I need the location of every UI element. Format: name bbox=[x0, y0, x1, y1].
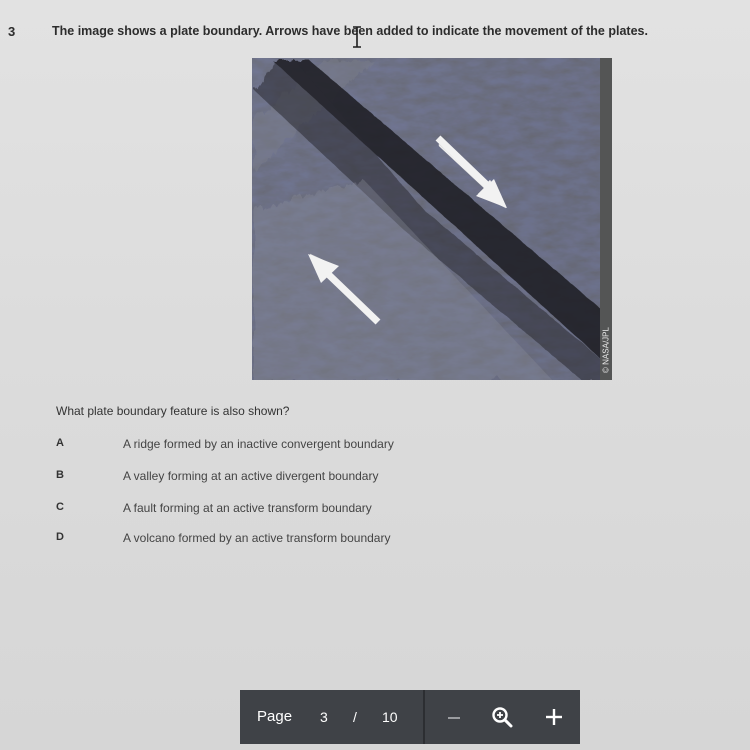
page-label: Page bbox=[257, 708, 293, 725]
zoom-button[interactable] bbox=[480, 690, 524, 744]
total-pages: 10 bbox=[382, 709, 398, 725]
zoom-in-button[interactable] bbox=[532, 690, 576, 744]
option-letter: C bbox=[56, 501, 64, 513]
option-letter: D bbox=[56, 531, 64, 543]
plus-icon bbox=[544, 707, 564, 727]
zoom-out-button[interactable] bbox=[432, 690, 476, 744]
minus-icon bbox=[446, 709, 462, 725]
option-b[interactable] bbox=[56, 469, 576, 489]
option-text: A fault forming at an active transform boundary bbox=[123, 501, 372, 515]
plate-boundary-image bbox=[252, 58, 600, 380]
option-c[interactable] bbox=[56, 501, 576, 521]
question-number: 3 bbox=[8, 24, 16, 39]
option-text: A volcano formed by an active transform boundary bbox=[123, 531, 391, 545]
option-text: A ridge formed by an inactive convergent boundary bbox=[123, 437, 394, 451]
option-d[interactable] bbox=[56, 531, 576, 551]
question-prompt: What plate boundary feature is also shown? bbox=[56, 404, 290, 418]
magnifier-icon bbox=[490, 705, 514, 729]
option-text: A valley forming at an active divergent boundary bbox=[123, 469, 379, 483]
option-letter: B bbox=[56, 469, 64, 481]
image-credit-strip bbox=[600, 58, 612, 380]
option-letter: A bbox=[56, 437, 64, 449]
page-separator: / bbox=[353, 709, 357, 725]
question-text: The image shows a plate boundary. Arrows have been added to indicate the movement of the plates. bbox=[52, 24, 648, 38]
image-credit: © NASA/JPL bbox=[601, 327, 611, 373]
option-a[interactable] bbox=[56, 437, 576, 457]
text-cursor-icon bbox=[351, 26, 363, 48]
toolbar-divider bbox=[423, 690, 425, 744]
current-page-number[interactable]: 3 bbox=[320, 709, 328, 725]
page-toolbar bbox=[240, 690, 580, 744]
